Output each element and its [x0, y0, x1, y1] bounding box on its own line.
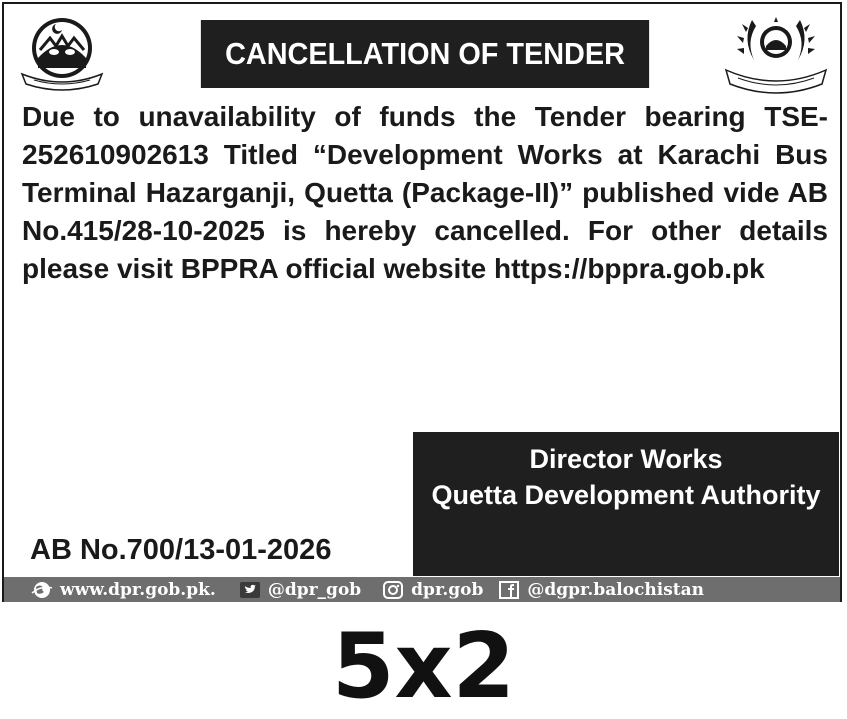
footer-facebook[interactable] [497, 580, 704, 600]
instagram-icon [381, 581, 405, 599]
website-text: www.dpr.gob.pk. [60, 579, 216, 600]
facebook-icon [497, 581, 521, 599]
signatory-organization: Quetta Development Authority [431, 480, 821, 510]
footer-bar [4, 577, 840, 602]
facebook-handle: @dgpr.balochistan [527, 579, 705, 600]
signature-block [413, 432, 839, 576]
footer-twitter[interactable] [238, 580, 361, 600]
instagram-handle: dpr.gob [411, 579, 484, 600]
twitter-handle: @dpr_gob [267, 579, 362, 600]
dgpr-balochistan-logo [722, 12, 830, 94]
ab-number: AB No.700/13-01-2026 [30, 534, 332, 566]
footer-website[interactable] [30, 580, 216, 600]
signatory-title: Director Works [529, 444, 723, 474]
twitter-icon [238, 581, 262, 599]
globe-icon [30, 581, 54, 599]
balochistan-government-logo [16, 12, 108, 94]
ad-size-label: 5x2 [331, 614, 516, 719]
notice-title: CANCELLATION OF TENDER [201, 20, 649, 88]
notice-body: Due to unavailability of funds the Tender bearing TSE-252610902613 Titled “Development Works at Karachi Bus Terminal Hazarganji, Quetta (Package-II)” published vide AB No.415/28-10-2025 is hereby cancelled. For other details please visit BPPRA official website https://bppra.gob.pk [22, 101, 828, 284]
footer-instagram[interactable] [381, 580, 483, 600]
